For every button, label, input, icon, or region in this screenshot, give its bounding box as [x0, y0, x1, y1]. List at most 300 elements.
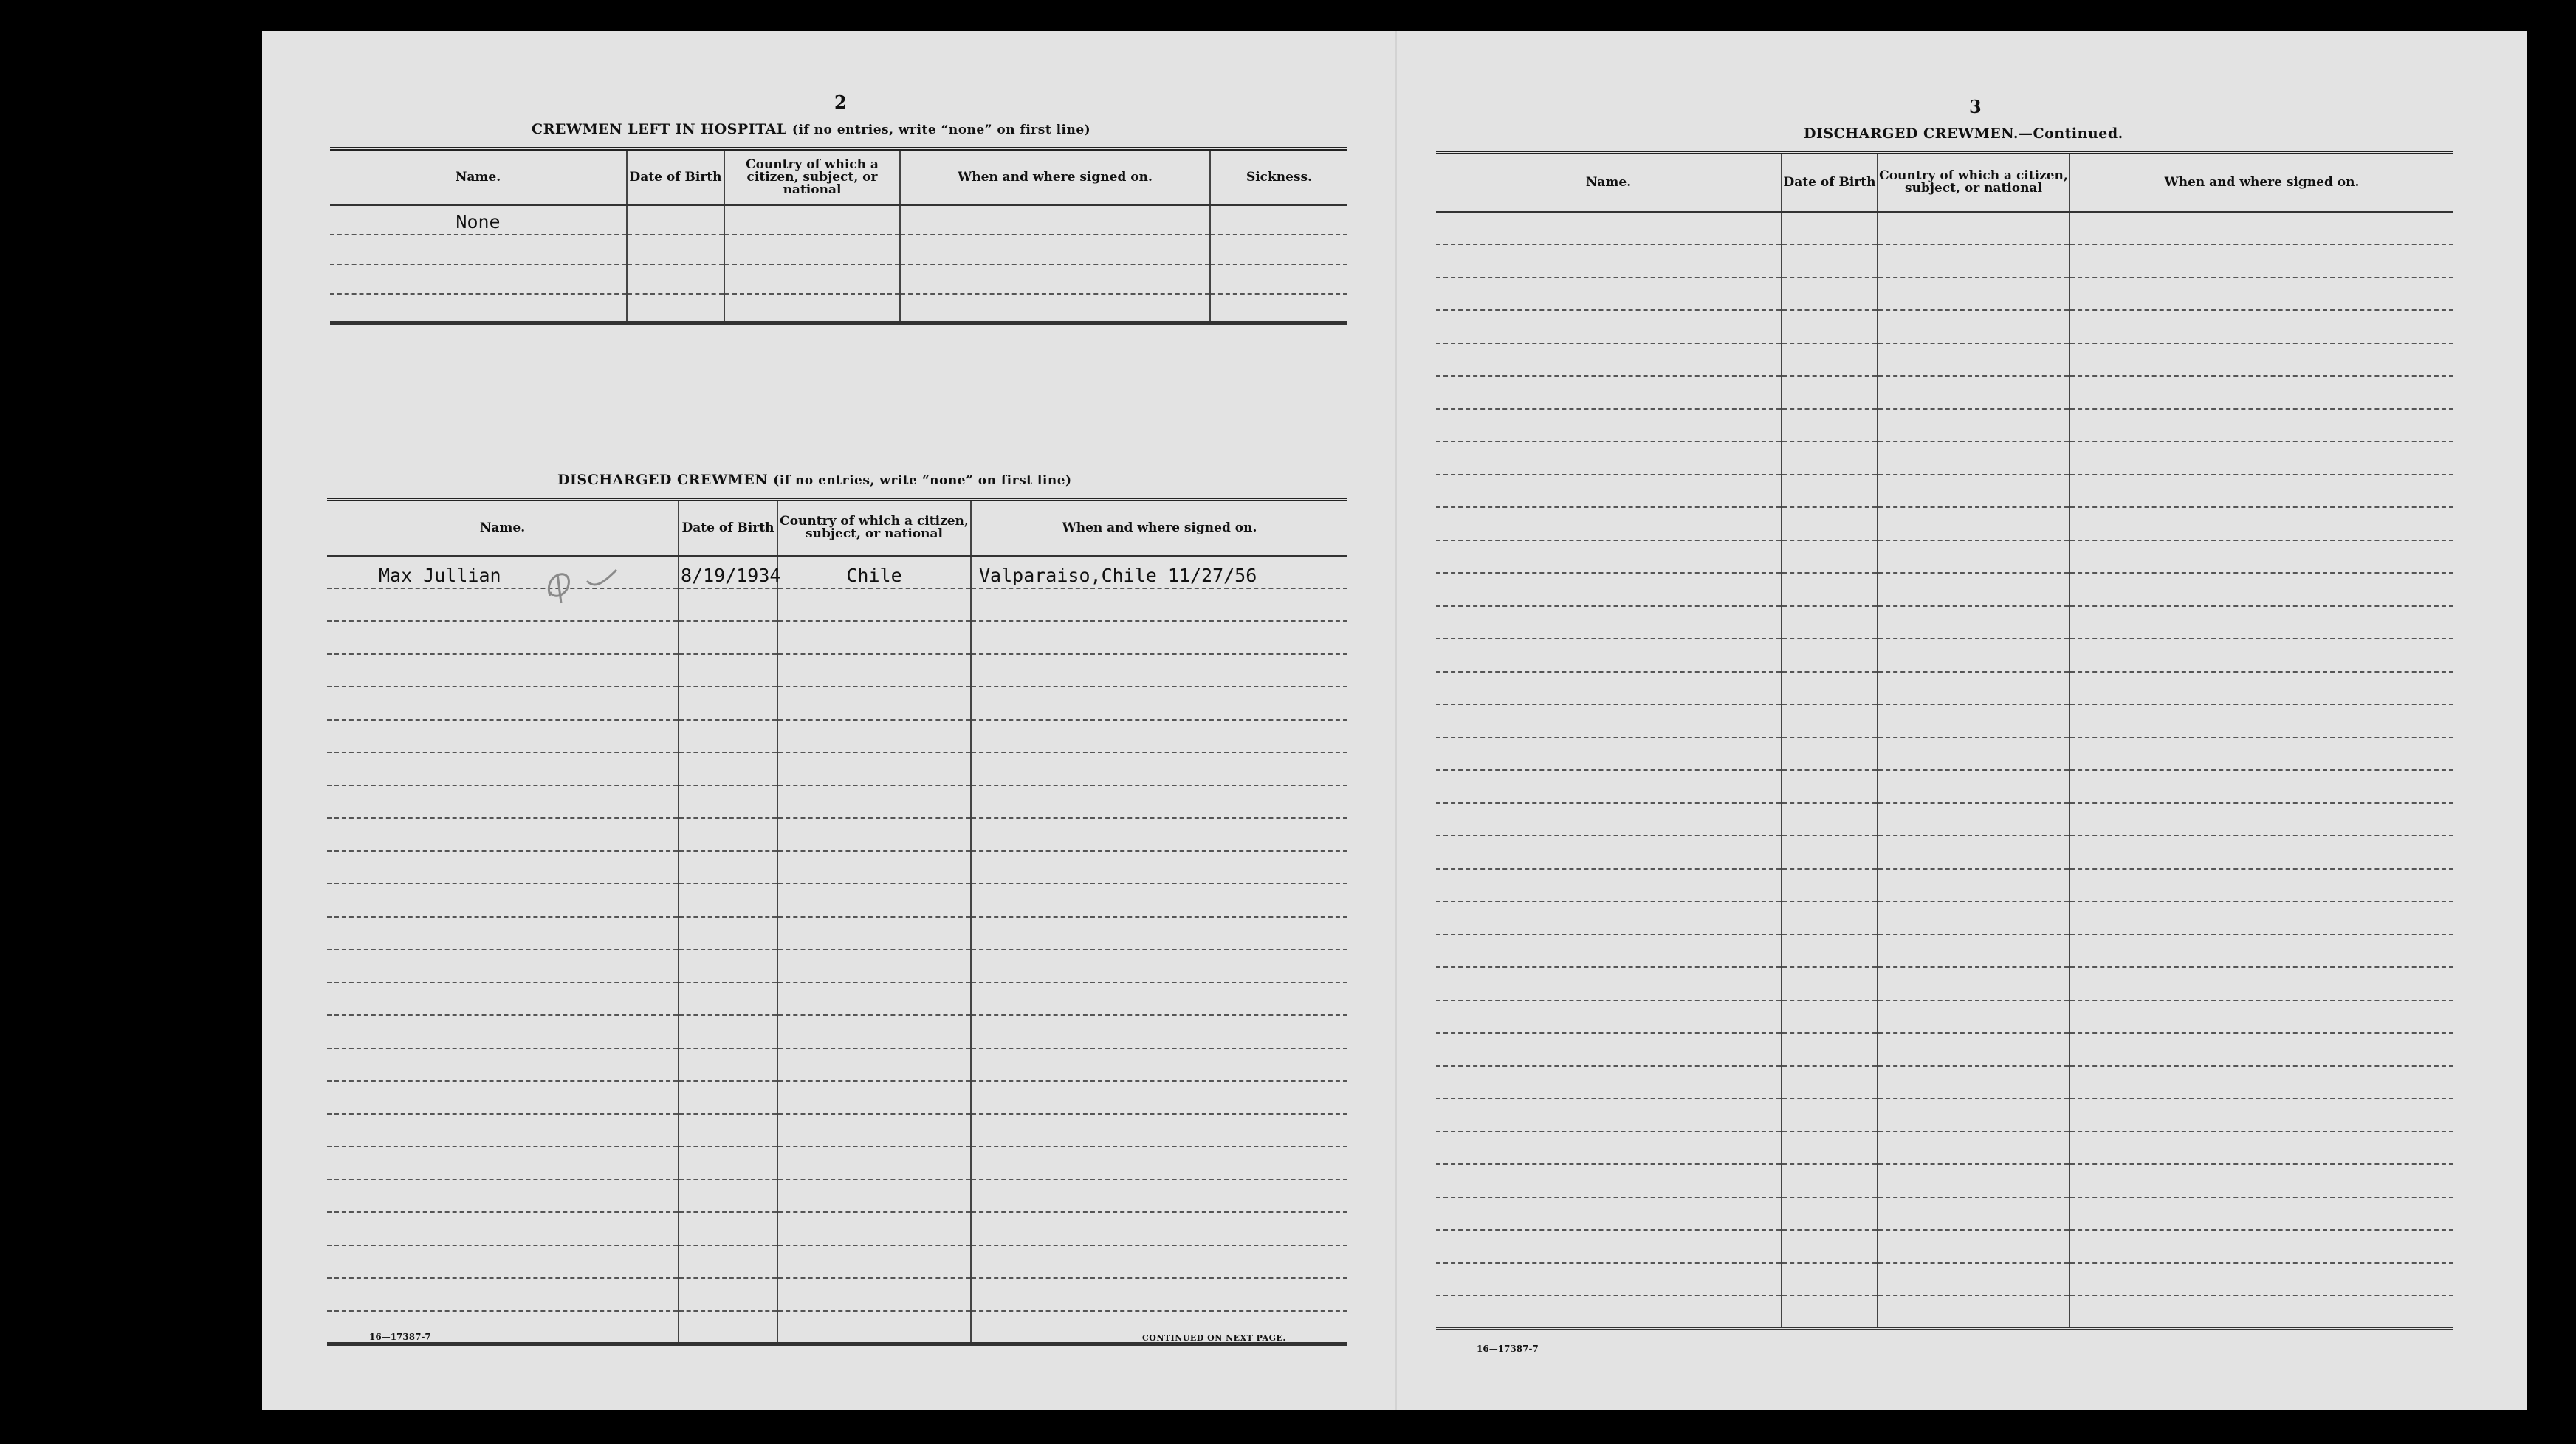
table-row: [327, 1278, 1347, 1311]
table-row: [1436, 836, 2453, 869]
cell-signed-on: [971, 556, 1347, 588]
cell: [971, 1114, 1347, 1147]
cell-dob: [627, 205, 724, 235]
cell: [679, 720, 777, 753]
table-row: [1436, 540, 2453, 574]
cell: [1782, 935, 1878, 968]
cell: [1436, 639, 1782, 672]
cell: [777, 851, 971, 884]
cell: [2070, 639, 2453, 672]
cell: [627, 264, 724, 294]
cell: [2070, 540, 2453, 574]
cell: [330, 264, 627, 294]
table-row: [1436, 672, 2453, 705]
table-row: [1436, 967, 2453, 1000]
cell: [1436, 1164, 1782, 1197]
cell: [1436, 573, 1782, 606]
table-row: [1436, 1230, 2453, 1263]
cell: [1782, 376, 1878, 409]
cell: [1782, 1197, 1878, 1231]
cell: [1782, 639, 1878, 672]
discharged-entry-dob: 8/19/1934: [681, 564, 781, 586]
cell: [1436, 244, 1782, 278]
cell: [679, 1015, 777, 1048]
cell: [777, 785, 971, 819]
table-row: [327, 785, 1347, 819]
discharged-table: [327, 498, 1347, 1346]
cell: [1878, 244, 2070, 278]
discharged-title-text: DISCHARGED CREWMEN: [557, 472, 769, 488]
cell: [2070, 1000, 2453, 1034]
cell: [1782, 1033, 1878, 1066]
form-sheet: [262, 31, 2527, 1410]
table-row: [1436, 343, 2453, 377]
cell: [327, 1146, 679, 1180]
table-row: [327, 1146, 1347, 1180]
cell: [1436, 967, 1782, 1000]
header-name: Name.: [330, 149, 627, 205]
table-row: [1436, 1066, 2453, 1099]
cell: [724, 294, 900, 323]
cell: [1436, 1033, 1782, 1066]
cell: [777, 1081, 971, 1114]
discharged-entry-country: Chile: [846, 564, 902, 586]
cell: [327, 654, 679, 687]
cell: [2070, 1164, 2453, 1197]
cell: [327, 1114, 679, 1147]
cell: [679, 949, 777, 983]
cell: [679, 621, 777, 654]
cell: [971, 752, 1347, 785]
table-row: [327, 983, 1347, 1016]
cell: [1436, 1197, 1782, 1231]
table-row: [1436, 1033, 2453, 1066]
cell: [1436, 409, 1782, 442]
table-row: [330, 294, 1347, 323]
cell: [2070, 869, 2453, 902]
header-date-of-birth: Date of Birth: [679, 500, 777, 556]
cell: [1878, 1033, 2070, 1066]
cell: [1436, 278, 1782, 311]
table-row: [327, 621, 1347, 654]
cell: [2070, 1132, 2453, 1165]
cell: [1782, 836, 1878, 869]
header-name: Name.: [327, 500, 679, 556]
cell: [2070, 441, 2453, 475]
table-row: [327, 556, 1347, 588]
cell: [777, 752, 971, 785]
cell: [1878, 376, 2070, 409]
cell: [971, 917, 1347, 950]
hospital-title-note: (if no entries, write “none” on first line): [791, 123, 1091, 137]
table-row: [1436, 441, 2453, 475]
cell: [1782, 1066, 1878, 1099]
cell: [1878, 869, 2070, 902]
cell: [777, 621, 971, 654]
discharged-header-row: [327, 500, 1347, 556]
cell: [1782, 738, 1878, 771]
cell: [679, 1048, 777, 1082]
table-row: [327, 1081, 1347, 1114]
cell: [1436, 869, 1782, 902]
cell: [1436, 606, 1782, 639]
cell: [679, 1212, 777, 1245]
cell: [2070, 1197, 2453, 1231]
cell: [327, 1081, 679, 1114]
cell: [1782, 901, 1878, 935]
table-row: [1436, 212, 2453, 245]
cell: [971, 949, 1347, 983]
table-row: [1436, 310, 2453, 343]
cell: [1878, 573, 2070, 606]
cell: [971, 1212, 1347, 1245]
table-row: [1436, 1000, 2453, 1034]
cell: [2070, 1099, 2453, 1132]
cell: [679, 1114, 777, 1147]
table-row: [1436, 1296, 2453, 1329]
cell: [2070, 376, 2453, 409]
table-row: [1436, 278, 2453, 311]
cell: [679, 1180, 777, 1213]
cell: [724, 235, 900, 264]
table-row: [1436, 409, 2453, 442]
cell: [1878, 1164, 2070, 1197]
cell: [327, 785, 679, 819]
cell: [1878, 507, 2070, 540]
cell: [1436, 836, 1782, 869]
table-row: [327, 818, 1347, 851]
table-row: [330, 235, 1347, 264]
cell: [1436, 343, 1782, 377]
cell: [679, 983, 777, 1016]
cell: [777, 949, 971, 983]
cell: [2070, 738, 2453, 771]
table-row: [1436, 1263, 2453, 1296]
cell: [327, 917, 679, 950]
table-row: [327, 687, 1347, 720]
cell: [1878, 1197, 2070, 1231]
cell: [1436, 770, 1782, 803]
cell: [679, 818, 777, 851]
cell: [2070, 770, 2453, 803]
cell: [2070, 475, 2453, 508]
discharged-entry-signed-on: Valparaiso,Chile 11/27/56: [979, 564, 1257, 586]
cell: [2070, 278, 2453, 311]
cell: [971, 1081, 1347, 1114]
cell: [1436, 935, 1782, 968]
table-row: [1436, 1197, 2453, 1231]
right-section-title: DISCHARGED CREWMEN.—Continued.: [1804, 126, 2123, 142]
left-page: [262, 31, 1392, 1410]
cell: [1878, 672, 2070, 705]
cell: [1878, 475, 2070, 508]
cell: [2070, 409, 2453, 442]
cell: [2070, 672, 2453, 705]
page-number-3: 3: [1969, 96, 1982, 117]
table-row: [327, 1048, 1347, 1082]
cell: [1878, 1132, 2070, 1165]
cell: [1782, 606, 1878, 639]
cell: [1878, 1000, 2070, 1034]
cell: [1782, 244, 1878, 278]
hospital-header-row: [330, 149, 1347, 205]
cell-name: [330, 205, 627, 235]
right-header-row: [1436, 153, 2453, 212]
cell: [1436, 1132, 1782, 1165]
cell: [2070, 935, 2453, 968]
cell: [679, 851, 777, 884]
cell: [1878, 704, 2070, 738]
cell-dob: [679, 556, 781, 588]
cell: [777, 1311, 971, 1344]
cell: [679, 1081, 777, 1114]
right-form-code: 16—17387-7: [1477, 1344, 1539, 1354]
cell: [1878, 1263, 2070, 1296]
cell-country: [777, 556, 971, 588]
cell: [900, 264, 1210, 294]
discharged-entry-name: Max Jullian: [379, 564, 501, 586]
header-country: Country of which a citizen, subject, or national: [777, 500, 971, 556]
table-row: [1436, 244, 2453, 278]
header-country: Country of which a citizen, subject, or national: [1878, 153, 2070, 212]
cell: [2070, 343, 2453, 377]
cell: [2070, 967, 2453, 1000]
table-row: [1436, 1099, 2453, 1132]
cell: [1878, 901, 2070, 935]
cell: [1782, 1132, 1878, 1165]
table-row: [327, 1015, 1347, 1048]
cell: [1782, 507, 1878, 540]
cell: [777, 983, 971, 1016]
header-date-of-birth: Date of Birth: [627, 149, 724, 205]
cell-sickness: [1210, 205, 1347, 235]
cell: [971, 818, 1347, 851]
right-page: [1392, 31, 2527, 1410]
cell: [1878, 967, 2070, 1000]
cell: [1878, 310, 2070, 343]
cell: [2070, 1230, 2453, 1263]
table-row: [1436, 704, 2453, 738]
cell: [2070, 507, 2453, 540]
cell: [777, 588, 971, 622]
cell: [2070, 212, 2453, 245]
cell: [971, 720, 1347, 753]
table-row: [1436, 770, 2453, 803]
cell: [1878, 770, 2070, 803]
cell: [971, 1180, 1347, 1213]
header-name: Name.: [1436, 153, 1782, 212]
cell: [1878, 803, 2070, 836]
right-discharged-table: [1436, 151, 2453, 1330]
cell: [1878, 212, 2070, 245]
cell: [971, 1048, 1347, 1082]
cell: [777, 1245, 971, 1279]
table-row: [1436, 573, 2453, 606]
cell: [679, 752, 777, 785]
cell: [900, 294, 1210, 323]
cell: [1436, 376, 1782, 409]
cell: [1878, 738, 2070, 771]
table-row: [1436, 803, 2453, 836]
cell: [327, 851, 679, 884]
table-row: [1436, 1132, 2453, 1165]
cell: [679, 917, 777, 950]
table-row: [327, 917, 1347, 950]
cell: [327, 752, 679, 785]
cell: [679, 1311, 777, 1344]
cell: [1782, 475, 1878, 508]
cell: [1782, 212, 1878, 245]
table-row: [327, 1245, 1347, 1279]
cell: [327, 818, 679, 851]
table-row: [1436, 475, 2453, 508]
cell-country: [724, 205, 900, 235]
cell: [1782, 343, 1878, 377]
cell: [327, 884, 679, 917]
cell: [1210, 294, 1347, 323]
cell: [1782, 310, 1878, 343]
table-row: [1436, 606, 2453, 639]
cell: [1782, 441, 1878, 475]
cell: [1436, 738, 1782, 771]
cell: [1436, 441, 1782, 475]
cell: [971, 621, 1347, 654]
form-code: 16—17387-7: [369, 1332, 431, 1342]
cell: [327, 1180, 679, 1213]
cell: [327, 1015, 679, 1048]
cell: [971, 588, 1347, 622]
table-row: [1436, 738, 2453, 771]
cell: [327, 621, 679, 654]
cell: [1782, 573, 1878, 606]
cell: [327, 1278, 679, 1311]
cell: [1782, 672, 1878, 705]
cell: [971, 687, 1347, 720]
cell: [777, 818, 971, 851]
cell: [1210, 264, 1347, 294]
continued-note: CONTINUED ON NEXT PAGE.: [1142, 1333, 1286, 1343]
cell: [777, 1278, 971, 1311]
cell: [2070, 836, 2453, 869]
cell: [971, 1245, 1347, 1279]
hospital-section-title: [532, 121, 1090, 137]
table-row: [1436, 1164, 2453, 1197]
cell: [1782, 540, 1878, 574]
cell: [1782, 869, 1878, 902]
cell: [1782, 704, 1878, 738]
cell: [777, 720, 971, 753]
cell: [1436, 1296, 1782, 1329]
table-row: [1436, 507, 2453, 540]
cell: [679, 884, 777, 917]
cell: [2070, 244, 2453, 278]
table-row: [327, 1180, 1347, 1213]
cell: [2070, 1066, 2453, 1099]
cell: [327, 1245, 679, 1279]
cell: [1436, 1099, 1782, 1132]
table-row: [327, 851, 1347, 884]
cell: [777, 1212, 971, 1245]
cell: [1436, 310, 1782, 343]
table-row: [1436, 901, 2453, 935]
table-row: [327, 1114, 1347, 1147]
cell: [679, 1146, 777, 1180]
cell: [679, 687, 777, 720]
cell: [777, 1146, 971, 1180]
cell: [777, 917, 971, 950]
cell: [1878, 1230, 2070, 1263]
page-number-2: 2: [834, 92, 847, 113]
cell: [1436, 1066, 1782, 1099]
cell: [1436, 803, 1782, 836]
cell: [777, 1015, 971, 1048]
cell-signed-on: [900, 205, 1210, 235]
cell: [971, 884, 1347, 917]
cell: [971, 1015, 1347, 1048]
cell: [1878, 343, 2070, 377]
cell: [1436, 901, 1782, 935]
cell: [1782, 1263, 1878, 1296]
cell: [1782, 1164, 1878, 1197]
cell: [1782, 1099, 1878, 1132]
table-row: [1436, 869, 2453, 902]
cell: [1878, 836, 2070, 869]
cell: [971, 983, 1347, 1016]
cell: [1436, 1000, 1782, 1034]
table-row: [330, 205, 1347, 235]
cell: [2070, 310, 2453, 343]
cell: [679, 1245, 777, 1279]
cell: [1878, 278, 2070, 311]
cell: [971, 1278, 1347, 1311]
pencil-initials-mark: [535, 551, 639, 611]
table-row: [1436, 376, 2453, 409]
header-sickness: Sickness.: [1210, 149, 1347, 205]
cell: [1782, 1000, 1878, 1034]
header-signed-on: When and where signed on.: [900, 149, 1210, 205]
cell: [777, 654, 971, 687]
cell: [1782, 967, 1878, 1000]
header-date-of-birth: Date of Birth: [1782, 153, 1878, 212]
cell: [330, 235, 627, 264]
cell: [327, 983, 679, 1016]
discharged-title-note: (if no entries, write “none” on first line): [773, 473, 1072, 488]
cell: [1878, 1066, 2070, 1099]
cell: [900, 235, 1210, 264]
header-country: Country of which a citizen, subject, or national: [724, 149, 900, 205]
cell: [777, 1180, 971, 1213]
cell: [2070, 803, 2453, 836]
cell: [971, 654, 1347, 687]
cell: [327, 1212, 679, 1245]
cell: [1436, 540, 1782, 574]
cell: [679, 785, 777, 819]
hospital-title-text: CREWMEN LEFT IN HOSPITAL: [532, 121, 787, 137]
table-row: [1436, 639, 2453, 672]
cell: [1878, 540, 2070, 574]
table-row: [327, 654, 1347, 687]
cell: [1210, 235, 1347, 264]
cell: [327, 1048, 679, 1082]
table-row: [327, 752, 1347, 785]
cell: [1782, 409, 1878, 442]
cell: [724, 264, 900, 294]
cell: [330, 294, 627, 323]
cell: [777, 1114, 971, 1147]
table-row: [327, 949, 1347, 983]
cell: [971, 785, 1347, 819]
table-row: [327, 588, 1347, 622]
